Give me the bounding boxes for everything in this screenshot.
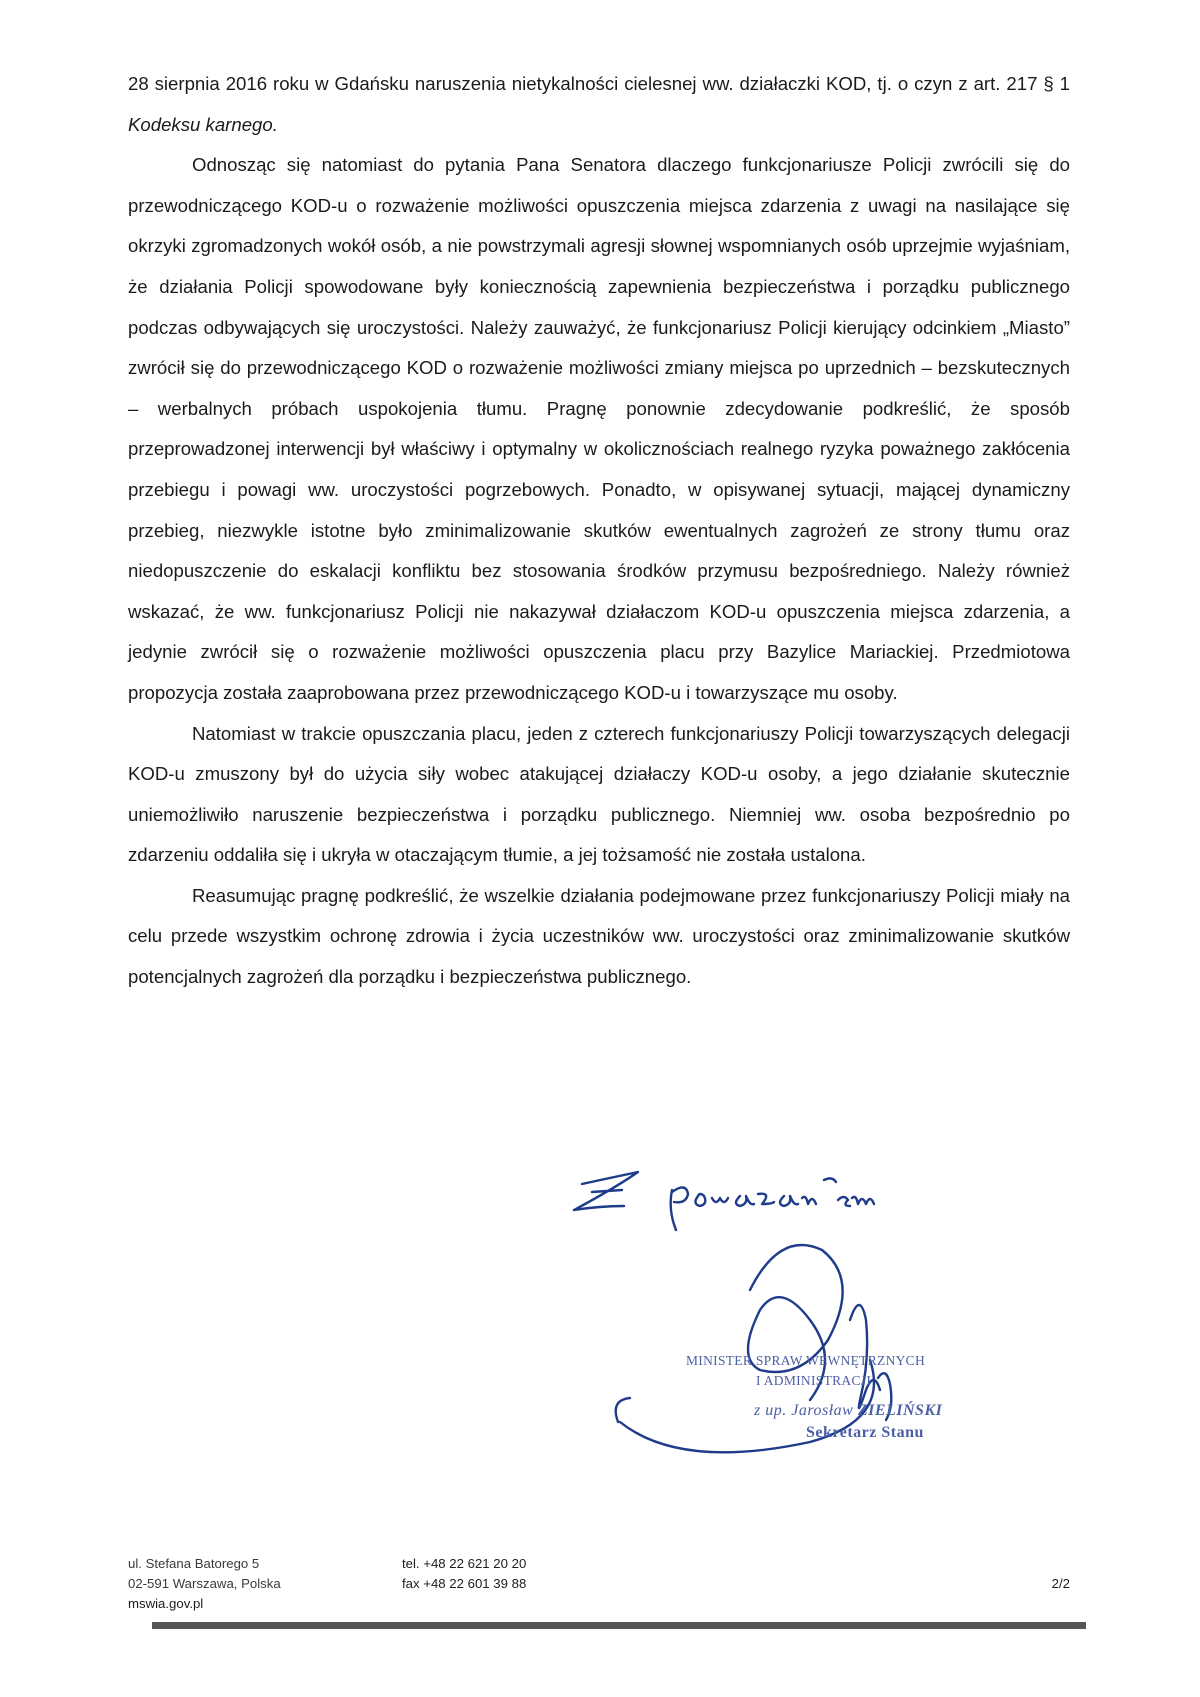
paragraph-text: Natomiast w trakcie opuszczania placu, jeden z czterech funkcjonariuszy Policji towarzyszących delegacji KOD-u zmuszony był do użycia siły wobec atakującej działaczy KOD-u osoby, a jego działanie skutecznie uniemożliwiło naruszenie bezpieczeństwa i porządku publicznego. Niemniej ww. osoba bezpośrednio po zdarzeniu oddaliła się i ukryła w otaczającym tłumie, a jej tożsamość nie została ustalona. — [128, 722, 1070, 866]
stamp-signatory — [754, 1400, 942, 1422]
letter-paragraph — [128, 714, 1070, 876]
footer-divider — [152, 1622, 1086, 1629]
footer-contact — [402, 1554, 602, 1594]
footer-address — [128, 1554, 348, 1614]
letter-paragraph — [128, 876, 1070, 998]
signature-block — [560, 1170, 1080, 1490]
letter-paragraph — [128, 64, 1070, 145]
letter-body — [128, 64, 1070, 998]
paragraph-text: 28 sierpnia 2016 roku w Gdańsku naruszenia nietykalności cielesnej ww. działaczki KOD, tj. o czyn z art. 217 § 1 — [128, 73, 1070, 94]
stamp-signatory-surname: ZIELIŃSKI — [857, 1402, 943, 1419]
letter-paragraph — [128, 145, 1070, 713]
stamp-office-line1: MINISTER SPRAW WEWNĘTRZNYCH — [686, 1353, 926, 1368]
paragraph-text: Reasumując pragnę podkreślić, że wszelkie działania podejmowane przez funkcjonariuszy Policji miały na celu przede wszystkim ochronę zdrowia i życia uczestników ww. uroczystości oraz zminimalizowanie skutków potencjalnych zagrożeń dla porządku i bezpieczeństwa publicznego. — [128, 884, 1070, 988]
footer-website-link[interactable]: mswia.gov.pl — [128, 1596, 204, 1611]
paragraph-text: Odnosząc się natomiast do pytania Pana Senatora dlaczego funkcjonariusze Policji zwrócili się do przewodniczącego KOD-u o rozważenie możliwości opuszczenia miejsca zdarzenia z uwagi na nasilające się okrzyki zgromadzonych wokół osób, a nie powstrzymali agresji słownej wspomnianych osób uprzejmie wyjaśniam, że działania Policji spowodowane były koniecznością zapewnienia bezpieczeństwa i porządku publicznego podczas odbywających się uroczystości. Należy zauważyć, że funkcjonariusz Policji kierujący odcinkiem „Miasto” zwrócił się do przewodniczącego KOD o rozważenie możliwości zmiany miejsca po uprzednich – bezskutecznych – werbalnych próbach uspokojenia tłumu. Pragnę ponownie zdecydowanie podkreślić, że sposób przeprowadzonej interwencji był właściwy i optymalny w okolicznościach realnego ryzyka poważnego zakłócenia przebiegu i powagi ww. uroczystości pogrzebowych. Ponadto, w opisywanej sytuacji, mającej dynamiczny przebieg, niezwykle istotne było zminimalizowanie skutków ewentualnych zagrożeń ze strony tłumu oraz niedopuszczenie do eskalacji konfliktu bez stosowania środków przymusu bezpośredniego. Należy również wskazać, że ww. funkcjonariusz Policji nie nakazywał działaczom KOD-u opuszczenia miejsca zdarzenia, a jedynie zwrócił się o rozważenie możliwości opuszczenia placu przy Bazylice Mariackiej. Przedmiotowa propozycja została zaaprobowana przez przewodniczącego KOD-u i towarzyszące mu osoby. — [128, 154, 1070, 703]
footer-city: 02-591 Warszawa, Polska — [128, 1576, 281, 1591]
page-number: 2/2 — [1051, 1576, 1070, 1591]
italic-citation: Kodeksu karnego. — [128, 113, 278, 135]
stamp-signatory-title: Sekretarz Stanu — [806, 1424, 924, 1441]
footer-fax: fax +48 22 601 39 88 — [402, 1576, 527, 1591]
footer-street: ul. Stefana Batorego 5 — [128, 1556, 260, 1571]
footer-phone: tel. +48 22 621 20 20 — [402, 1556, 527, 1571]
stamp-office-line2: I ADMINISTRACJI — [756, 1373, 872, 1388]
stamp-signatory-prefix: z up. Jarosław — [754, 1402, 858, 1419]
